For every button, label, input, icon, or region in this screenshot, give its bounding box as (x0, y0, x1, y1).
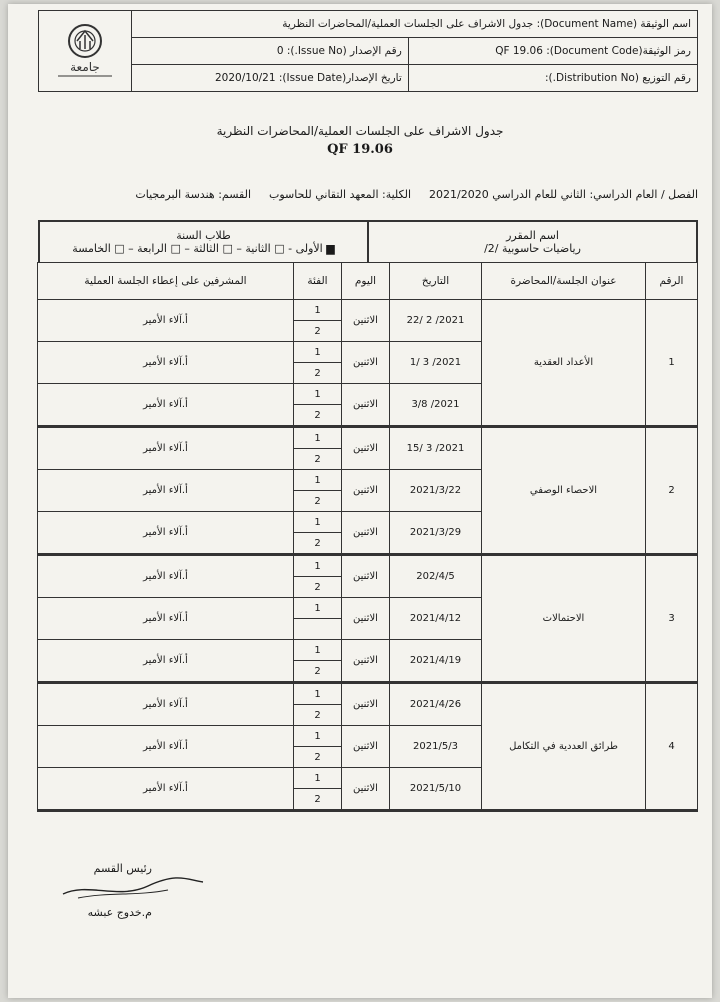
row-group-1: 1 (294, 640, 342, 661)
row-date: 2021/4/12 (390, 598, 482, 640)
row-group-2: 2 (294, 363, 342, 384)
header-issue-date: تاريخ الإصدار(Issue Date): 2020/10/21 (132, 65, 409, 92)
schedule-body (38, 300, 698, 811)
info-college: الكلية: المعهد التقاني للحاسوب (269, 188, 412, 201)
row-day: الاثنين (342, 726, 390, 768)
row-group-1: 1 (294, 726, 342, 747)
table-row (38, 300, 698, 321)
row-num: 1 (646, 300, 698, 427)
row-topic: الاحتمالات (482, 555, 646, 683)
logo-emblem-icon (50, 19, 120, 81)
row-group-1: 1 (294, 512, 342, 533)
header-doc-name: اسم الوثيقة (Document Name): جدول الاشراف على الجلسات العملية/المحاضرات النظرية (132, 11, 698, 38)
document-header (38, 10, 698, 92)
row-group-1: 1 (294, 598, 342, 619)
row-topic: الأعداد العقدية (482, 300, 646, 427)
row-day: الاثنين (342, 470, 390, 512)
year-box (40, 222, 367, 262)
row-day: الاثنين (342, 640, 390, 683)
col-topic: عنوان الجلسة/المحاضرة (482, 263, 646, 300)
row-supervisor: أ.آلاء الأمير (38, 342, 294, 384)
row-day: الاثنين (342, 768, 390, 811)
row-group-2: 2 (294, 789, 342, 811)
row-date: 2021/ 3/8 (390, 384, 482, 427)
row-group-1: 1 (294, 384, 342, 405)
row-supervisor: أ.آلاء الأمير (38, 427, 294, 470)
col-num: الرقم (646, 263, 698, 300)
row-supervisor: أ.آلاء الأمير (38, 470, 294, 512)
document-page (8, 4, 712, 998)
signature-role: رئيس القسم (93, 862, 152, 875)
row-day: الاثنين (342, 300, 390, 342)
signature-name: م.خدوج عبشه (87, 906, 152, 919)
row-group-2: 2 (294, 491, 342, 512)
row-group-2: 2 (294, 321, 342, 342)
row-group-1: 1 (294, 555, 342, 577)
row-group-2: 2 (294, 661, 342, 683)
info-semester: الفصل / العام الدراسي: الثاني للعام الدراسي 2021/2020 (429, 188, 698, 201)
info-line (38, 188, 698, 201)
row-supervisor: أ.آلاء الأمير (38, 726, 294, 768)
row-group-2: 2 (294, 449, 342, 470)
university-logo (39, 11, 132, 92)
row-date: 2021/5/10 (390, 768, 482, 811)
row-date: 2021/ 3 /1 (390, 342, 482, 384)
row-day: الاثنين (342, 598, 390, 640)
col-day: اليوم (342, 263, 390, 300)
row-date: 2021/5/3 (390, 726, 482, 768)
row-day: الاثنين (342, 342, 390, 384)
row-supervisor: أ.آلاء الأمير (38, 683, 294, 726)
course-name: رياضيات حاسوبية /2/ (484, 242, 581, 255)
header-issue-no: رقم الإصدار (Issue No.): 0 (132, 38, 409, 65)
row-num: 4 (646, 683, 698, 811)
row-group-1: 1 (294, 342, 342, 363)
row-supervisor: أ.آلاء الأمير (38, 555, 294, 598)
signature-scribble-icon (58, 872, 208, 902)
col-group: الفئة (294, 263, 342, 300)
row-date: 2021/4/19 (390, 640, 482, 683)
row-group-2: 2 (294, 533, 342, 555)
row-supervisor: أ.آلاء الأمير (38, 512, 294, 555)
row-date: 2021/ 3 /15 (390, 427, 482, 470)
row-supervisor: أ.آلاء الأمير (38, 640, 294, 683)
row-supervisor: أ.آلاء الأمير (38, 384, 294, 427)
row-date: 2021/3/22 (390, 470, 482, 512)
row-date: 2021/4/26 (390, 683, 482, 726)
row-group-1: 1 (294, 427, 342, 449)
col-supervisors: المشرفين على إعطاء الجلسة العملية (38, 263, 294, 300)
schedule-table (37, 262, 698, 812)
schedule-grid (38, 220, 698, 812)
row-topic: طرائق العددية في التكامل (482, 683, 646, 811)
row-group-2: 2 (294, 747, 342, 768)
row-date: 2021/3/29 (390, 512, 482, 555)
course-year-row (38, 220, 698, 262)
row-day: الاثنين (342, 384, 390, 427)
table-row (38, 683, 698, 705)
page-code: QF 19.06 (327, 142, 393, 157)
year-options: ▆ الأولى - □ الثانية – □ الثالثة – □ الرابعة – □ الخامسة (72, 242, 335, 255)
row-num: 3 (646, 555, 698, 683)
col-date: التاريخ (390, 263, 482, 300)
row-supervisor: أ.آلاء الأمير (38, 598, 294, 640)
row-day: الاثنين (342, 683, 390, 726)
row-day: الاثنين (342, 555, 390, 598)
table-row (38, 427, 698, 449)
table-row (38, 555, 698, 577)
row-group-1: 1 (294, 470, 342, 491)
row-date: 2021/ 2 /22 (390, 300, 482, 342)
row-date: 202/4/5 (390, 555, 482, 598)
row-group-2: 2 (294, 705, 342, 726)
course-box (367, 222, 696, 262)
course-label: اسم المقرر (506, 229, 559, 242)
row-group-2 (294, 619, 342, 640)
row-group-2: 2 (294, 577, 342, 598)
row-topic: الاحصاء الوصفي (482, 427, 646, 555)
row-group-1: 1 (294, 768, 342, 789)
header-distribution: رقم التوزيع (Distribution No.): (408, 65, 697, 92)
row-day: الاثنين (342, 512, 390, 555)
row-supervisor: أ.آلاء الأمير (38, 300, 294, 342)
header-doc-code: رمز الوثيقة(Document Code): QF 19.06 (408, 38, 697, 65)
row-day: الاثنين (342, 427, 390, 470)
row-group-1: 1 (294, 683, 342, 705)
row-group-2: 2 (294, 405, 342, 427)
row-group-1: 1 (294, 300, 342, 321)
logo-text: جامعة (70, 59, 100, 74)
row-supervisor: أ.آلاء الأمير (38, 768, 294, 811)
info-department: القسم: هندسة البرمجيات (135, 188, 252, 201)
page-title: جدول الاشراف على الجلسات العملية/المحاضرات النظرية (216, 124, 504, 138)
year-label: طلاب السنة (176, 229, 231, 242)
row-num: 2 (646, 427, 698, 555)
